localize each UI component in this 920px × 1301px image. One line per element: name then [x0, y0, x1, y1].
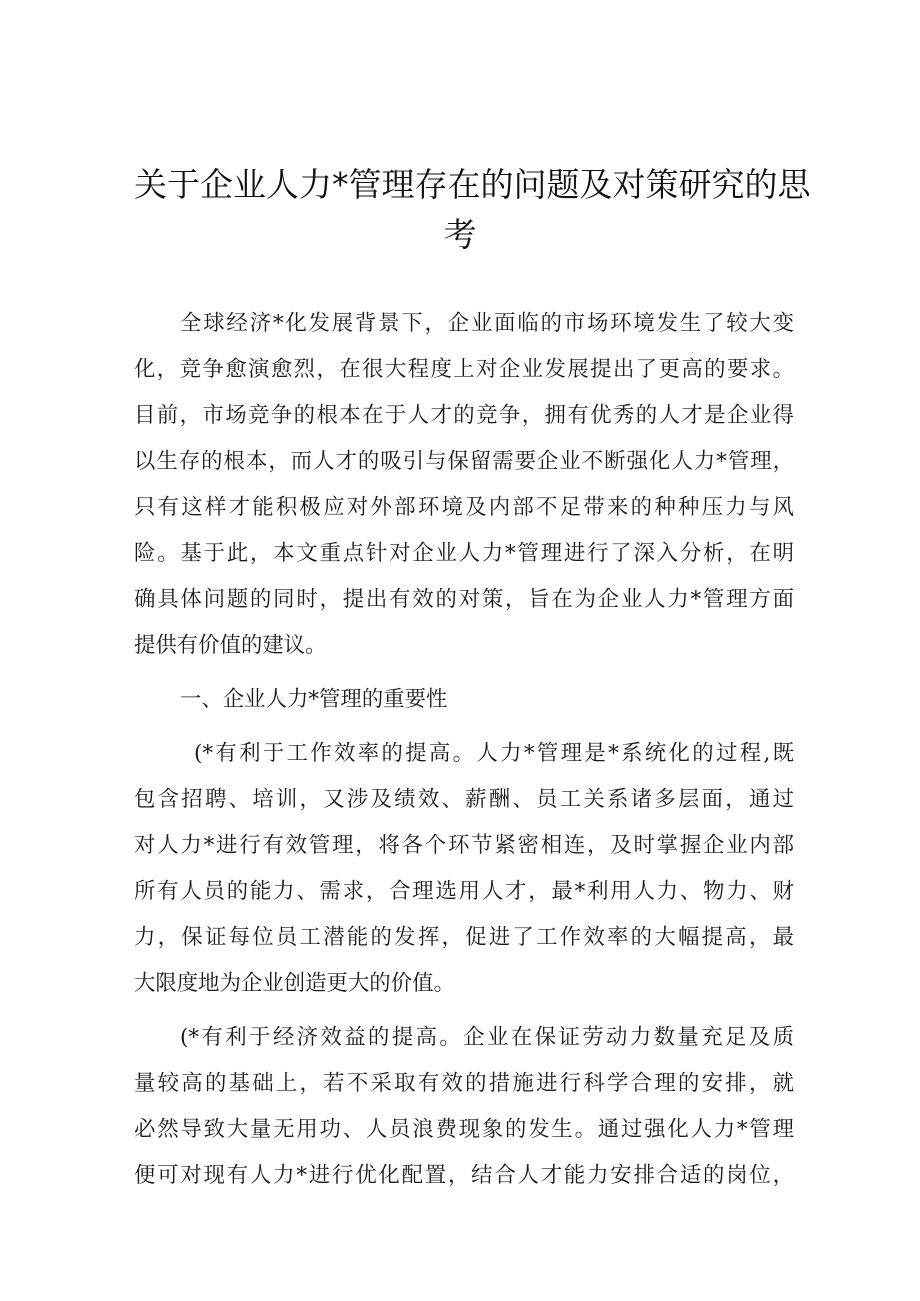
intro-line-2: 化，竞争愈演愈烈，在很大程度上对企业发展提出了更高的要求。 — [134, 357, 794, 382]
intro-line-1: 全球经济*化发展背景下，企业面临的市场环境发生了较大变 — [180, 311, 794, 336]
point2-line-2: 量较高的基础上，若不采取有效的措施进行科学合理的安排，就 — [134, 1071, 794, 1096]
point1-line-2: 包含招聘、培训，又涉及绩效、薪酬、员工关系诸多层面，通过 — [134, 787, 794, 812]
intro-line-6: 险。基于此，本文重点针对企业人力*管理进行了深入分析，在明 — [134, 541, 794, 566]
point1-line-3: 对人力*进行有效管理，将各个环节紧密相连，及时掌握企业内部 — [134, 833, 794, 858]
point1-line-1: (*有利于工作效率的提高。人力*管理是*系统化的过程,既 — [194, 741, 794, 766]
intro-line-7: 确具体问题的同时，提出有效的对策，旨在为企业人力*管理方面 — [134, 587, 794, 612]
point2-line-4: 便可对现有人力*进行优化配置，结合人才能力安排合适的岗位， — [134, 1163, 794, 1188]
point2-line-1: (*有利于经济效益的提高。企业在保证劳动力数量充足及质 — [180, 1025, 794, 1050]
document-title — [134, 160, 811, 260]
point1-line-6: 大限度地为企业创造更大的价值。 — [134, 971, 455, 996]
intro-line-3: 目前，市场竞争的根本在于人才的竞争，拥有优秀的人才是企业得 — [134, 403, 794, 428]
point2-line-3: 必然导致大量无用功、人员浪费现象的发生。通过强化人力*管理 — [134, 1117, 794, 1142]
intro-line-5: 只有这样才能积极应对外部环境及内部不足带来的种种压力与风 — [134, 495, 794, 520]
point1-line-4: 所有人员的能力、需求，合理选用人才，最*利用人力、物力、财 — [134, 879, 794, 904]
point1-line-5: 力，保证每位员工潜能的发挥，促进了工作效率的大幅提高，最 — [134, 925, 794, 950]
title-line-2: 考 — [443, 215, 477, 254]
intro-line-8: 提供有价值的建议。 — [134, 633, 327, 658]
intro-line-4: 以生存的根本，而人才的吸引与保留需要企业不断强化人力*管理， — [134, 449, 794, 474]
section-heading: 一、企业人力*管理的重要性 — [180, 687, 448, 712]
title-line-1: 关于企业人力*管理存在的问题及对策研究的思 — [134, 165, 811, 204]
